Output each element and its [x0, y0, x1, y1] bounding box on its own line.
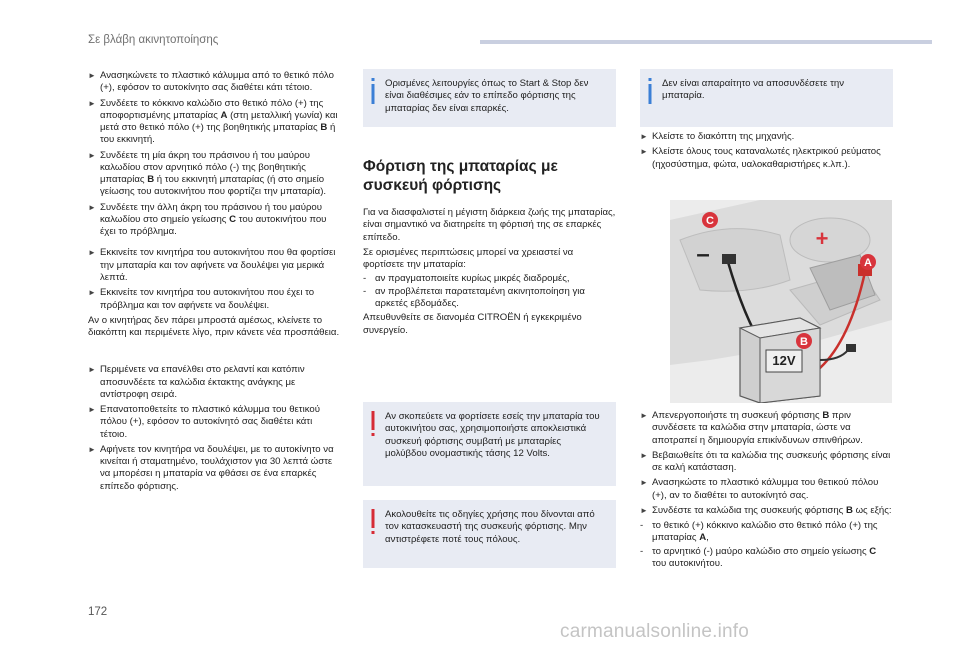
bullet-item: [640, 146, 893, 171]
dash-item: [363, 286, 616, 311]
info-icon: [368, 77, 378, 105]
marker-c: C: [706, 215, 714, 227]
bullet-text: Βεβαιωθείτε ότι τα καλώδια της συσκευής φόρτισης είναι σε καλή κατάσταση.: [652, 449, 891, 474]
bullet-text: Συνδέετε τη μία άκρη του πράσινου ή του μαύρου καλωδίου στον αρνητικό πόλο (-) της βοηθητικής μπαταρίας B ή του εκκινητή μπαταρίας (ή στο σημείο γείωσης του αυτοκινήτου που φορτίζει την μπαταρία).: [100, 149, 327, 198]
marker-a: A: [864, 257, 872, 269]
bullet-text: Περιμένετε να επανέλθει στο ρελαντί και κατόπιν αποσυνδέετε τα καλώδια έκτακτης ανάγκης με αντίστροφη σειρά.: [100, 364, 305, 400]
warning-text: Αν σκοπεύετε να φορτίσετε εσείς την μπαταρία του αυτοκινήτου σας, χρησιμοποιήστε αποκλειστικά συσκευή φόρτισης συμβατή με μπαταρίες μολύβδου ονομαστικής τάσης 12 Volts.: [385, 411, 600, 459]
dash-text: αν πραγματοποιείτε κυρίως μικρές διαδρομές,: [375, 272, 570, 284]
bullet-item: [640, 131, 893, 143]
bullet-item: [640, 410, 893, 447]
dash-text: αν προβλέπεται παρατεταμένη ακινητοποίηση για αρκετές εβδομάδες.: [375, 285, 585, 310]
bullet-text: Κλείστε το διακόπτη της μηχανής.: [652, 131, 795, 142]
cases-list: [363, 273, 616, 311]
bullet-arrow-icon: ►: [640, 147, 648, 157]
bullet-item: [88, 150, 340, 199]
bullet-text: Επανατοποθετείτε το πλαστικό κάλυμμα του θετικού πόλου (+), εφόσον το αυτοκίνητό σας διαθέτει κάτι τέτοιο.: [100, 404, 320, 440]
dash-item: [640, 520, 893, 545]
steps-top: [640, 131, 893, 171]
dash-item: [640, 546, 893, 571]
bullet-text: Αφήνετε τον κινητήρα να δουλέψει, με το αυτοκίνητο να κινείται ή σταματημένο, τουλάχιστον για 30 λεπτά ώστε να μπορέσει η μπαταρία να φθάσει σε ένα επαρκές επίπεδο φόρτισης.: [100, 443, 334, 492]
voltage-label: 12V: [772, 353, 796, 368]
info-icon: [645, 77, 655, 105]
info-box-start-stop: [363, 69, 616, 127]
info-text: Ορισμένες λειτουργίες όπως το Start & Stop δεν είναι διαθέσιμες εάν το επίπεδο φόρτισης της μπαταρίας δεν είναι επαρκές.: [385, 78, 589, 114]
bullet-arrow-icon: ►: [88, 150, 96, 160]
bullet-item: [88, 247, 340, 284]
bullet-arrow-icon: ►: [88, 405, 96, 415]
bullet-item: [88, 98, 340, 147]
bullet-text: Συνδέετε το κόκκινο καλώδιο στο θετικό πόλο (+) της αποφορτισμένης μπαταρίας A (στη μεταλλική γωνία) και μετά στο θετικό πόλο (+) της βοηθητικής μπαταρίας B ή του εκκινητή.: [100, 97, 338, 146]
bullet-text: Εκκινείτε τον κινητήρα του αυτοκινήτου που θα φορτίσει την μπαταρία και τον αφήνετε να δουλέψει για μερικά λεπτά.: [100, 247, 336, 283]
bullet-item: [88, 287, 340, 312]
charger-illustration: [670, 200, 892, 403]
column-3: [640, 131, 893, 174]
warning-box-instructions: [363, 500, 616, 568]
section-title: Φόρτιση της μπαταρίας με συσκευή φόρτισης: [363, 158, 558, 194]
bullet-item: [640, 477, 893, 502]
column-1: [88, 70, 340, 496]
warning-text: Ακολουθείτε τις οδηγίες χρήσης που δίνονται από τον κατασκευαστή της συσκευής φόρτισης. Μην αντιστρέφετε ποτέ τους πόλους.: [385, 509, 595, 545]
bullet-arrow-icon: ►: [88, 71, 96, 80]
minus-sign: –: [696, 241, 710, 268]
info-text: Δεν είναι απαραίτητο να αποσυνδέσετε την μπαταρία.: [662, 78, 844, 102]
info-box-no-disconnect: [640, 69, 893, 127]
column-3-bottom: [640, 410, 893, 570]
bullet-item: [88, 444, 340, 493]
warning-icon: [368, 410, 378, 438]
bullet-arrow-icon: ►: [88, 202, 96, 212]
bullet-item: [640, 450, 893, 475]
connection-list: [640, 520, 893, 570]
bullet-arrow-icon: ►: [640, 478, 648, 488]
column-2: [363, 158, 616, 340]
dash-mark: -: [363, 272, 367, 284]
steps-bottom: [88, 364, 340, 493]
bullet-arrow-icon: ►: [640, 411, 648, 420]
bullet-text: Απενεργοποιήστε τη συσκευή φόρτισης B πριν συνδέσετε τα καλώδια στην μπαταρία, ώστε να αποτραπεί η δημιουργία επικίνδυνων σπινθήρων.: [652, 410, 863, 446]
bullet-arrow-icon: ►: [640, 505, 648, 515]
page-header-title: Σε βλάβη ακινητοποίησης: [88, 34, 219, 46]
cases-paragraph: Σε ορισμένες περιπτώσεις μπορεί να χρειαστεί να φορτίσετε την μπαταρία:: [363, 246, 574, 271]
bullet-arrow-icon: ►: [88, 98, 96, 108]
bullet-item: [88, 404, 340, 441]
intro-paragraph: Για να διασφαλιστεί η μέγιστη διάρκεια ζωής της μπαταρίας, είναι σημαντικό να διατηρείτε τη φόρτισή της σε επαρκές επίπεδο.: [363, 207, 616, 243]
bullet-item: [640, 505, 893, 517]
bullet-arrow-icon: ►: [640, 132, 648, 141]
retry-paragraph: Αν ο κινητήρας δεν πάρει μπροστά αμέσως, κλείνετε το διακόπτη και περιμένετε λίγο, πριν κάνετε νέα προσπάθεια.: [88, 314, 340, 339]
bullet-item: [88, 70, 340, 95]
charger-diagram: [670, 200, 892, 403]
bullet-item: [88, 364, 340, 401]
steps-top: [88, 70, 340, 238]
watermark: carmanualsonline.info: [560, 621, 750, 642]
dash-mark: -: [640, 545, 644, 557]
warning-box-compatible-charger: [363, 402, 616, 486]
marker-b: B: [800, 336, 808, 348]
steps-bottom: [640, 410, 893, 517]
bullet-text: Ανασηκώστε το πλαστικό κάλυμμα του θετικού πόλου (+), αν το διαθέτει το αυτοκίνητό σας.: [652, 477, 879, 501]
dash-mark: -: [363, 285, 367, 297]
bullet-arrow-icon: ►: [88, 288, 96, 298]
steps-mid: [88, 247, 340, 311]
page-number: 172: [88, 606, 108, 618]
bullet-text: Κλείστε όλους τους καταναλωτές ηλεκτρικού ρεύματος (ηχοσύστημα, φώτα, υαλοκαθαριστήρες κ.λπ.).: [652, 146, 881, 170]
bullet-arrow-icon: ►: [88, 444, 96, 454]
plus-sign: +: [815, 226, 829, 251]
header-bar: [480, 40, 932, 44]
bullet-arrow-icon: ►: [640, 450, 648, 460]
bullet-text: Εκκινείτε τον κινητήρα του αυτοκινήτου που έχει το πρόβλημα και τον αφήνετε να δουλέψει.: [100, 287, 315, 311]
dash-text: το αρνητικό (-) μαύρο καλώδιο στο σημείο γείωσης C του αυτοκινήτου.: [652, 545, 877, 569]
bullet-text: Συνδέστε τα καλώδια της συσκευής φόρτισης B ως εξής:: [652, 504, 892, 516]
bullet-item: [88, 202, 340, 239]
bullet-text: Ανασηκώνετε το πλαστικό κάλυμμα από το θετικό πόλο (+), εφόσον το αυτοκίνητο σας διαθέτει κάτι τέτοιο.: [100, 70, 334, 94]
dash-item: [363, 273, 616, 285]
warning-icon: [368, 508, 378, 536]
dash-text: το θετικό (+) κόκκινο καλώδιο στο θετικό πόλο (+) της μπαταρίας A,: [652, 520, 878, 544]
dealer-paragraph: Απευθυνθείτε σε διανομέα CITROËN ή εγκεκριμένο συνεργείο.: [363, 312, 582, 336]
bullet-arrow-icon: ►: [88, 248, 96, 258]
dash-mark: -: [640, 520, 644, 532]
bullet-text: Συνδέετε την άλλη άκρη του πράσινου ή του μαύρου καλωδίου στο σημείο γείωσης C του αυτοκινήτου που έχει το πρόβλημα.: [100, 201, 327, 238]
bullet-arrow-icon: ►: [88, 365, 96, 375]
